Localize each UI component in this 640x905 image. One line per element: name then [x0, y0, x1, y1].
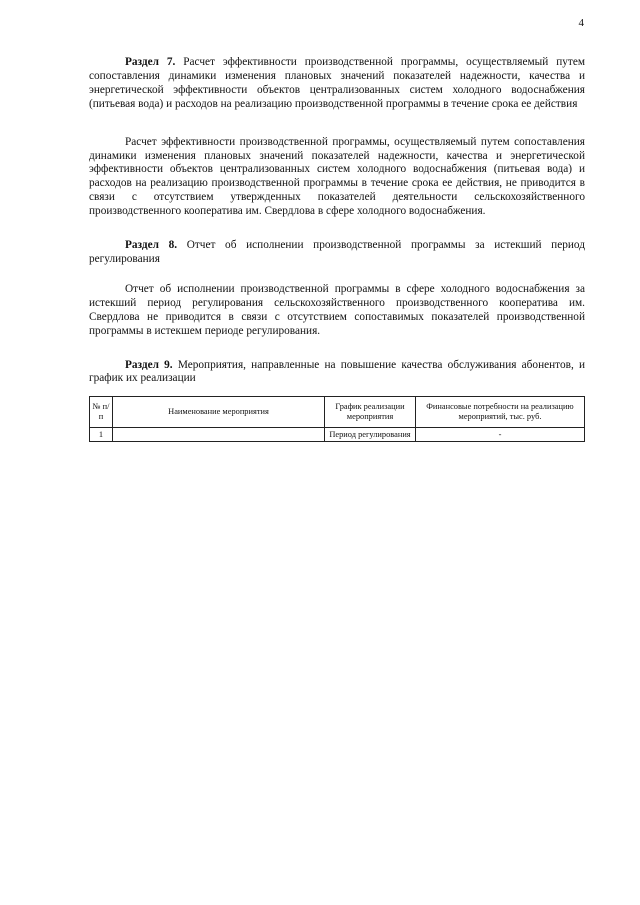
section-7-heading	[89, 56, 585, 112]
document-body	[89, 56, 585, 442]
section-8-label: Раздел 8.	[125, 239, 178, 252]
section-7-paragraph: Расчет эффективности производственной программы, осуществляемый путем сопоставления динамики изменения плановых значений показателей надежности, качества и энергетической эффективности объектов централизованных систем холодного водоснабжения (питьевая вода) и расходов на реализацию производственной программы в течение срока ее действия, не приводится в связи с отсутствием утвержденных показателей деятельности сельскохозяйственного производственного кооператива им. Свердлова в сфере холодного водоснабжения.	[89, 135, 585, 218]
section-7-label: Раздел 7.	[125, 56, 176, 68]
header-event-name: Наименование мероприятия	[113, 397, 325, 428]
section-9-heading	[89, 359, 585, 387]
table-row	[90, 428, 585, 442]
header-number: № п/п	[90, 397, 113, 428]
section-8-heading	[89, 239, 585, 267]
events-table	[89, 396, 585, 442]
page-number: 4	[578, 17, 584, 29]
cell-financial-needs: -	[416, 428, 585, 442]
cell-event-name	[113, 428, 325, 442]
table-header-row	[90, 397, 585, 428]
section-9-title: Мероприятия, направленные на повышение качества обслуживания абонентов, и график их реализации	[89, 358, 586, 385]
section-8-title: Отчет об исполнении производственной программы за истекший период регулирования	[89, 239, 585, 265]
header-schedule: График реализации мероприятия	[325, 397, 416, 428]
cell-number: 1	[90, 428, 113, 442]
section-9-label: Раздел 9.	[125, 358, 173, 371]
section-7-title: Расчет эффективности производственной программы, осуществляемый путем сопоставления динамики изменения плановых значений показателей надежности, качества и энергетической эффективности объектов централизованных систем холодного водоснабжения (питьевая вода) и расходов на реализацию производственной программы в течение срока ее действия	[89, 56, 585, 110]
cell-schedule: Период регулирования	[325, 428, 416, 442]
header-financial-needs: Финансовые потребности на реализацию мероприятий, тыс. руб.	[416, 397, 585, 428]
section-8-paragraph: Отчет об исполнении производственной программы в сфере холодного водоснабжения за истекший период регулирования сельскохозяйственного производственного кооператива им. Свердлова не приводится в связи с отсутствием сопоставимых показателей производственной программы в истекшем периоде регулирования.	[89, 282, 585, 337]
